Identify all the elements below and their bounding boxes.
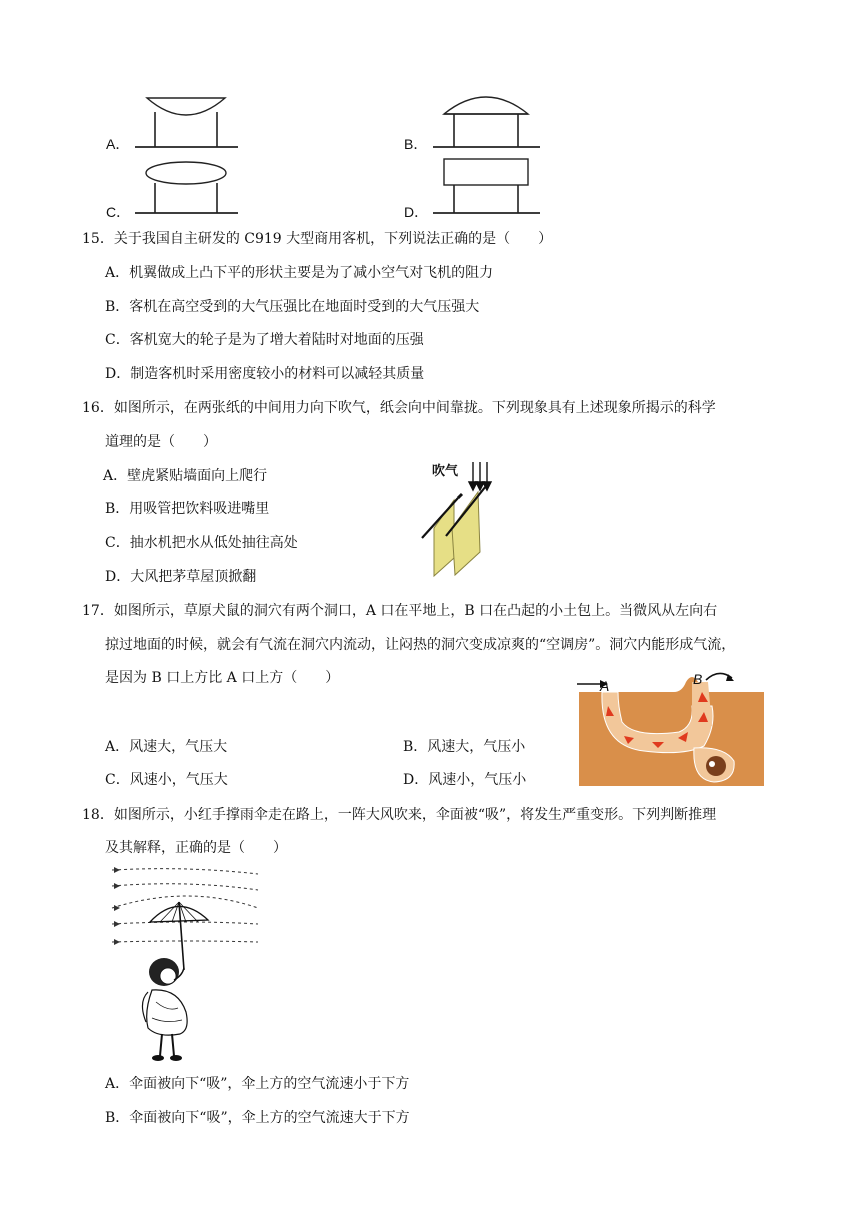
q17-stem-line3: 是因为 B 口上方比 A 口上方（ ） — [105, 670, 340, 686]
q17-figure-label-a: A — [600, 678, 610, 694]
q16-two-papers-figure — [418, 460, 518, 580]
q16-option-d: D．大风把茅草屋顶掀翻 — [105, 569, 257, 585]
q14-option-c-label: C． — [106, 204, 131, 220]
q17-option-a: A．风速大，气压大 — [105, 739, 228, 755]
q14-option-d-label: D． — [404, 204, 429, 220]
q18-stem-line2: 及其解释，正确的是（ ） — [105, 840, 287, 856]
q17-figure-label-b: B — [693, 671, 703, 687]
q17-option-c: C．风速小，气压大 — [105, 772, 228, 788]
q15-option-a: A．机翼做成上凸下平的形状主要是为了减小空气对飞机的阻力 — [105, 265, 494, 281]
q16-option-b: B．用吸管把饮料吸进嘴里 — [105, 501, 270, 517]
q15-option-c: C．客机宽大的轮子是为了增大着陆时对地面的压强 — [105, 332, 424, 348]
q17-stem-line1: 17．如图所示，草原犬鼠的洞穴有两个洞口，A 口在平地上，B 口在凸起的小土包上。当微风从左向右 — [82, 603, 718, 619]
q17-option-b: B．风速大，气压小 — [403, 739, 526, 755]
q14-option-a-figure — [130, 92, 242, 152]
q16-figure-label: 吹气 — [432, 463, 459, 478]
q14-option-a-label: A． — [106, 136, 130, 152]
q14-option-b-label: B． — [404, 136, 428, 152]
q15-option-b: B．客机在高空受到的大气压强比在地面时受到的大气压强大 — [105, 299, 480, 315]
q18-option-b: B．伞面被向下“吸”，伞上方的空气流速大于下方 — [105, 1110, 410, 1126]
q17-option-d: D．风速小，气压小 — [403, 772, 527, 788]
q16-stem-line2: 道理的是（ ） — [105, 434, 217, 450]
q16-option-a: A．壁虎紧贴墙面向上爬行 — [103, 468, 268, 484]
q18-stem-line1: 18．如图所示，小红手撑雨伞走在路上，一阵大风吹来，伞面被“吸”，将发生严重变形。下列判断推理 — [82, 807, 717, 823]
q14-option-c-figure — [130, 158, 242, 218]
q16-option-c: C．抽水机把水从低处抽往高处 — [105, 535, 298, 551]
q15-stem: 15．关于我国自主研发的 C919 大型商用客机，下列说法正确的是（ ） — [82, 231, 553, 247]
q18-umbrella-girl-figure — [108, 862, 268, 1062]
q16-stem-line1: 16．如图所示，在两张纸的中间用力向下吹气，纸会向中间靠拢。下列现象具有上述现象所揭示的科学 — [82, 400, 716, 416]
q15-option-d: D．制造客机时采用密度较小的材料可以减轻其质量 — [105, 366, 425, 382]
q17-stem-line2: 掠过地面的时候，就会有气流在洞穴内流动，让闷热的洞穴变成凉爽的“空调房”。洞穴内能形成气流， — [105, 637, 736, 653]
q14-option-d-figure — [428, 154, 544, 218]
q14-option-b-figure — [428, 88, 544, 152]
q18-option-a: A．伞面被向下“吸”，伞上方的空气流速小于下方 — [105, 1076, 410, 1092]
